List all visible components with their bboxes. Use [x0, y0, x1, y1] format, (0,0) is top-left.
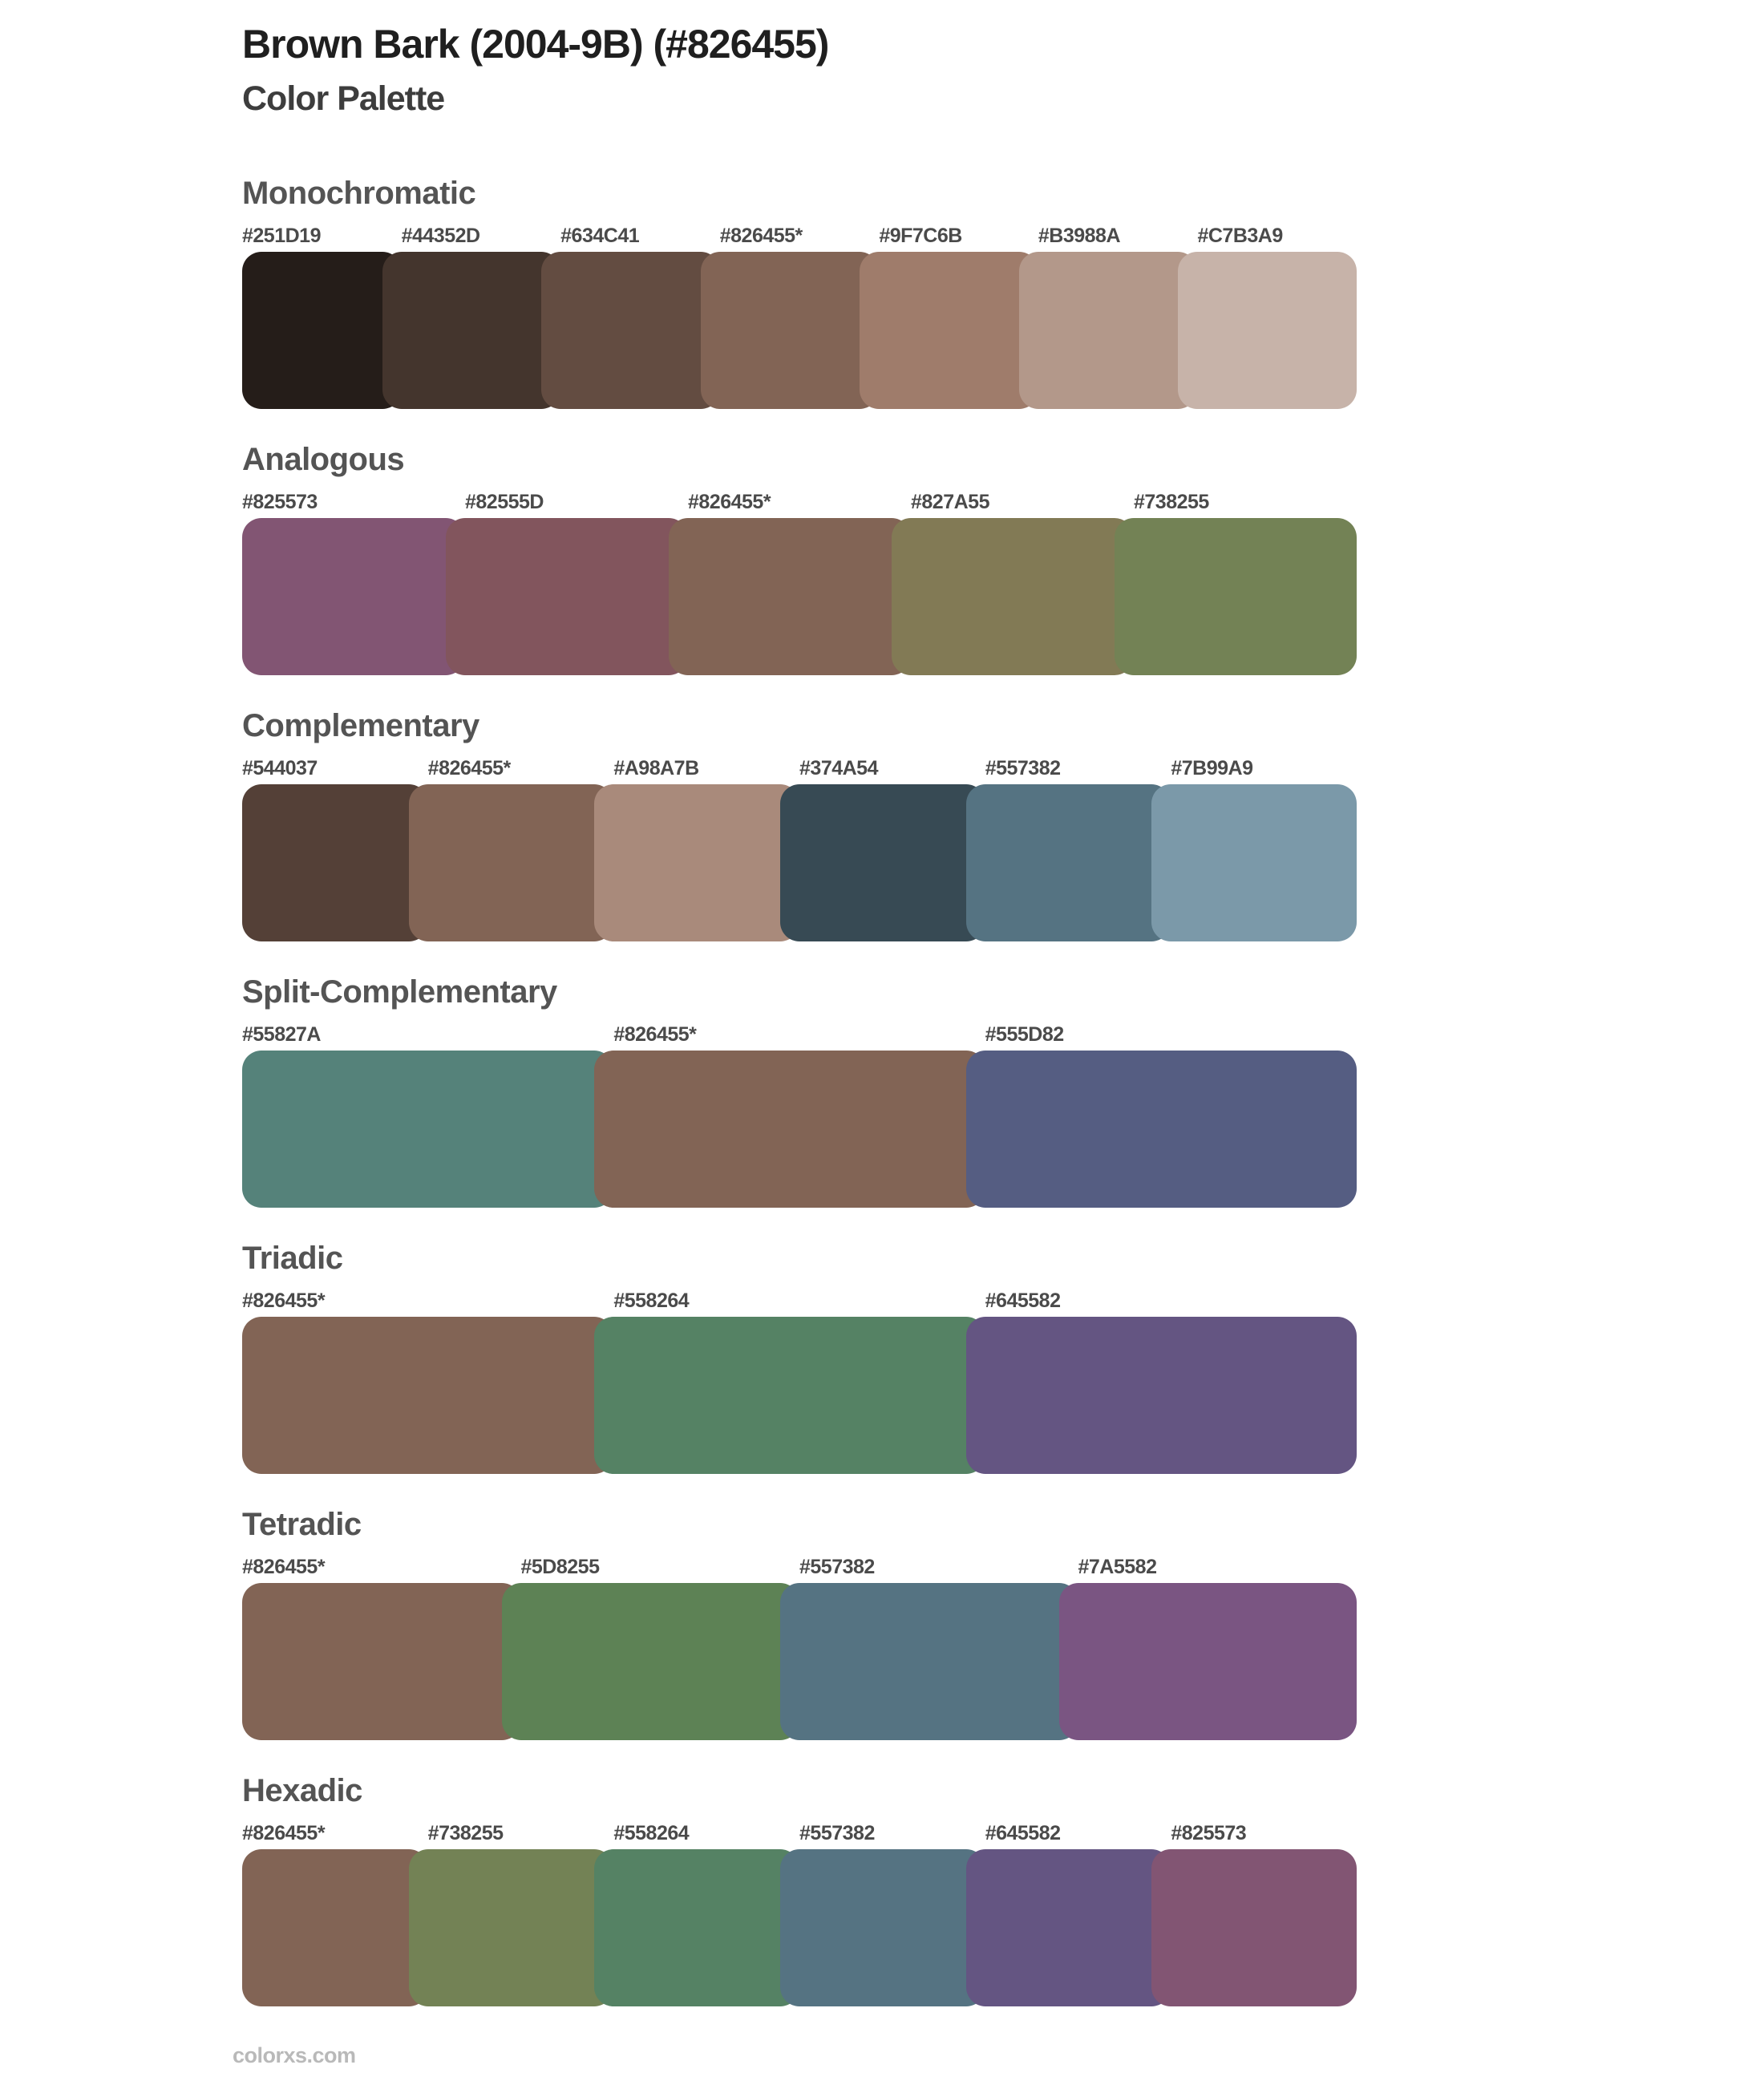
- swatch-column: [1197, 252, 1357, 409]
- swatch-column: [613, 784, 799, 941]
- color-hex-label: #645582: [985, 1289, 1061, 1312]
- color-hex-label: #A98A7B: [613, 757, 699, 779]
- color-hex-label: #251D19: [242, 225, 321, 247]
- color-hex-label: #374A54: [799, 757, 878, 779]
- site-watermark: colorxs.com: [233, 2043, 356, 2067]
- hex-label-row: [242, 1822, 1357, 1849]
- swatch-column: [242, 1317, 613, 1474]
- swatch-column: [1038, 252, 1198, 409]
- swatch-column: [799, 784, 985, 941]
- swatch-row: [242, 518, 1357, 675]
- color-swatch[interactable]: [780, 1849, 985, 2006]
- swatch-column: [911, 518, 1134, 675]
- palette-section: [242, 1240, 1357, 1474]
- color-swatch[interactable]: [242, 1583, 521, 1740]
- color-hex-label: #825573: [1171, 1822, 1247, 1844]
- color-swatch[interactable]: [242, 1051, 613, 1208]
- swatch-column: [242, 1051, 613, 1208]
- hex-label-row: [242, 1289, 1357, 1317]
- color-hex-label: #544037: [242, 757, 318, 779]
- color-swatch[interactable]: [242, 252, 402, 409]
- palette-section: [242, 1506, 1357, 1740]
- palette-section: [242, 441, 1357, 675]
- color-hex-label: #826455*: [242, 1556, 326, 1578]
- color-hex-label: #558264: [613, 1822, 690, 1844]
- page-title: Brown Bark (2004-9B) (#826455): [242, 22, 829, 67]
- swatch-column: [799, 1583, 1078, 1740]
- color-hex-label: #82555D: [465, 491, 544, 513]
- section-heading: Split-Complementary: [242, 974, 557, 1010]
- color-swatch[interactable]: [541, 252, 720, 409]
- swatch-column: [402, 252, 561, 409]
- color-hex-label: #827A55: [911, 491, 989, 513]
- swatch-column: [242, 252, 402, 409]
- color-hex-label: #826455*: [613, 1023, 697, 1046]
- color-hex-label: #826455*: [719, 225, 803, 247]
- palette-section: [242, 1772, 1357, 2006]
- color-swatch[interactable]: [1059, 1583, 1357, 1740]
- color-swatch[interactable]: [892, 518, 1134, 675]
- color-swatch[interactable]: [1115, 518, 1357, 675]
- color-swatch[interactable]: [409, 784, 614, 941]
- color-hex-label: #7B99A9: [1171, 757, 1253, 779]
- color-swatch[interactable]: [502, 1583, 800, 1740]
- swatch-column: [428, 1849, 614, 2006]
- section-heading: Hexadic: [242, 1773, 362, 1808]
- color-swatch[interactable]: [409, 1849, 614, 2006]
- hex-label-row: [242, 757, 1357, 784]
- color-swatch[interactable]: [1151, 1849, 1357, 2006]
- color-swatch[interactable]: [966, 1051, 1357, 1208]
- color-hex-label: #9F7C6B: [879, 225, 962, 247]
- color-swatch[interactable]: [242, 518, 465, 675]
- page-subtitle: Color Palette: [242, 79, 445, 118]
- color-swatch[interactable]: [242, 1317, 613, 1474]
- color-hex-label: #826455*: [242, 1822, 326, 1844]
- color-hex-label: #7A5582: [1078, 1556, 1157, 1578]
- color-swatch[interactable]: [780, 1583, 1078, 1740]
- color-hex-label: #557382: [985, 757, 1061, 779]
- color-hex-label: #645582: [985, 1822, 1061, 1844]
- color-swatch[interactable]: [780, 784, 985, 941]
- swatch-column: [720, 252, 880, 409]
- swatch-column: [521, 1583, 800, 1740]
- color-hex-label: #826455*: [427, 757, 511, 779]
- swatch-column: [985, 1849, 1171, 2006]
- hex-label-row: [242, 1556, 1357, 1583]
- palette-sections: [242, 175, 1357, 2006]
- color-swatch[interactable]: [1019, 252, 1198, 409]
- color-swatch[interactable]: [966, 784, 1171, 941]
- color-hex-label: #557382: [799, 1556, 875, 1578]
- color-swatch[interactable]: [594, 1051, 985, 1208]
- swatch-column: [613, 1051, 985, 1208]
- color-swatch[interactable]: [446, 518, 688, 675]
- swatch-column: [465, 518, 688, 675]
- swatch-row: [242, 784, 1357, 941]
- color-hex-label: #826455*: [688, 491, 771, 513]
- color-swatch[interactable]: [1151, 784, 1357, 941]
- swatch-row: [242, 252, 1357, 409]
- swatch-column: [560, 252, 720, 409]
- color-swatch[interactable]: [594, 784, 799, 941]
- swatch-column: [242, 784, 428, 941]
- swatch-column: [428, 784, 614, 941]
- color-hex-label: #634C41: [560, 225, 640, 247]
- swatch-column: [688, 518, 911, 675]
- swatch-column: [613, 1317, 985, 1474]
- color-swatch[interactable]: [701, 252, 880, 409]
- color-hex-label: #55827A: [242, 1023, 321, 1046]
- swatch-column: [1171, 784, 1357, 941]
- swatch-column: [242, 1849, 428, 2006]
- color-swatch[interactable]: [669, 518, 911, 675]
- swatch-column: [1134, 518, 1357, 675]
- swatch-column: [1171, 1849, 1357, 2006]
- color-swatch[interactable]: [860, 252, 1038, 409]
- color-hex-label: #738255: [427, 1822, 504, 1844]
- swatch-row: [242, 1317, 1357, 1474]
- color-swatch[interactable]: [594, 1849, 799, 2006]
- swatch-column: [985, 1051, 1357, 1208]
- color-hex-label: #5D8255: [520, 1556, 600, 1578]
- palette-section: [242, 974, 1357, 1208]
- page-content: [242, 21, 1357, 2038]
- color-hex-label: #C7B3A9: [1197, 225, 1283, 247]
- section-heading: Tetradic: [242, 1507, 362, 1542]
- swatch-column: [242, 1583, 521, 1740]
- swatch-column: [613, 1849, 799, 2006]
- color-hex-label: #555D82: [985, 1023, 1064, 1046]
- color-hex-label: #738255: [1134, 491, 1209, 513]
- color-swatch[interactable]: [1178, 252, 1357, 409]
- swatch-column: [242, 518, 465, 675]
- section-heading: Monochromatic: [242, 176, 476, 211]
- color-hex-label: #826455*: [242, 1289, 326, 1312]
- section-heading: Complementary: [242, 708, 479, 743]
- swatch-row: [242, 1051, 1357, 1208]
- color-hex-label: #558264: [613, 1289, 690, 1312]
- swatch-row: [242, 1583, 1357, 1740]
- color-hex-label: #44352D: [401, 225, 480, 247]
- swatch-column: [799, 1849, 985, 2006]
- hex-label-row: [242, 1023, 1357, 1051]
- color-hex-label: #557382: [799, 1822, 875, 1844]
- palette-section: [242, 707, 1357, 941]
- color-swatch[interactable]: [966, 1317, 1357, 1474]
- swatch-row: [242, 1849, 1357, 2006]
- section-heading: Triadic: [242, 1241, 343, 1276]
- swatch-column: [879, 252, 1038, 409]
- hex-label-row: [242, 225, 1357, 252]
- palette-section: [242, 175, 1357, 409]
- hex-label-row: [242, 491, 1357, 518]
- swatch-column: [1078, 1583, 1357, 1740]
- color-swatch[interactable]: [966, 1849, 1171, 2006]
- color-swatch[interactable]: [594, 1317, 985, 1474]
- swatch-column: [985, 1317, 1357, 1474]
- color-swatch[interactable]: [242, 1849, 428, 2006]
- color-hex-label: #825573: [242, 491, 318, 513]
- color-swatch[interactable]: [382, 252, 561, 409]
- section-heading: Analogous: [242, 442, 405, 477]
- swatch-column: [985, 784, 1171, 941]
- color-swatch[interactable]: [242, 784, 428, 941]
- color-hex-label: #B3988A: [1038, 225, 1121, 247]
